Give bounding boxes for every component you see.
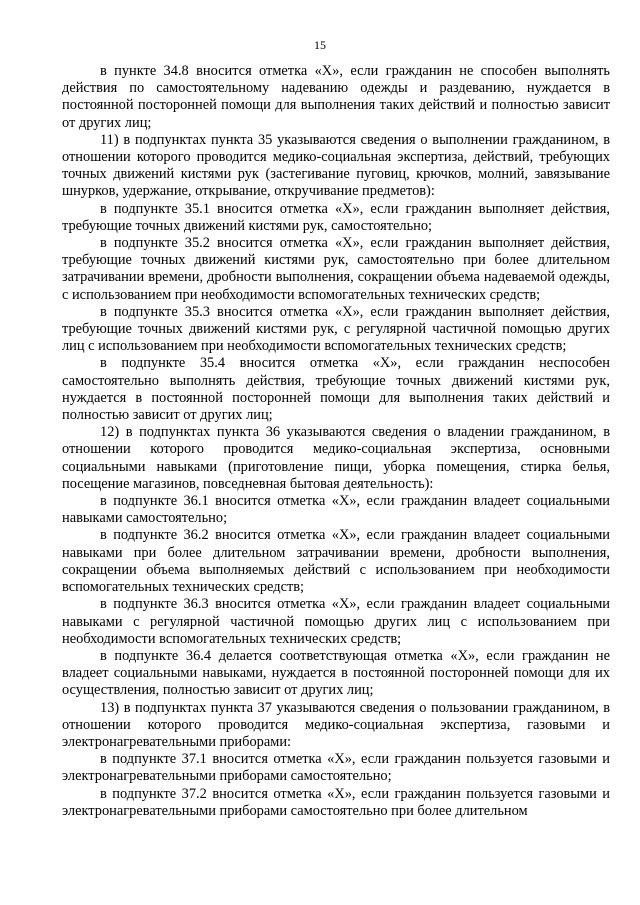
paragraph-37-1: в подпункте 37.1 вносится отметка «Х», если гражданин пользуется газовыми и электронагревательными приборами самостоятельно; [62, 751, 610, 785]
page-number: 15 [314, 38, 326, 52]
paragraph-36-1: в подпункте 36.1 вносится отметка «Х», если гражданин владеет социальными навыками самостоятельно; [62, 493, 610, 527]
paragraph-36-3: в подпункте 36.3 вносится отметка «Х», если гражданин владеет социальными навыками с регулярной частичной помощью других лиц с использованием при необходимости вспомогательных технических средств; [62, 596, 610, 647]
paragraph-35-3: в подпункте 35.3 вносится отметка «Х», если гражданин выполняет действия, требующие точных движений кистями рук, с регулярной частичной помощью других лиц с использованием при необходимости вспомогательных технических средств; [62, 303, 610, 355]
paragraph-item-13: 13) в подпунктах пункта 37 указываются сведения о пользовании гражданином, в отношении которого проводится медико-социальная экспертиза, газовыми и электронагревательными приборами: [62, 699, 610, 750]
paragraph-35-1: в подпункте 35.1 вносится отметка «Х», если гражданин выполняет действия, требующие точных движений кистями рук, самостоятельно; [62, 200, 610, 234]
paragraph-item-11: 11) в подпунктах пункта 35 указываются сведения о выполнении гражданином, в отношении которого проводится медико-социальная экспертиза, действий, требующих точных движений кистями рук (застегивание пуговиц, крючков, молний, завязывание шнурков, удержание, открывание, откручивание предметов): [62, 131, 610, 200]
paragraph-36-4: в подпункте 36.4 делается соответствующая отметка «Х», если гражданин не владеет социальными навыками, нуждается в постоянной посторонней помощи для их осуществления, полностью зависит от других лиц; [62, 647, 610, 699]
document-body [62, 63, 610, 820]
paragraph-34-8: в пункте 34.8 вносится отметка «Х», если гражданин не способен выполнять действия по самостоятельному надеванию одежды и раздеванию, нуждается в постоянной посторонней помощи для выполнения таких действий и полностью зависит от других лиц; [62, 63, 610, 131]
paragraph-35-2: в подпункте 35.2 вносится отметка «Х», если гражданин выполняет действия, требующие точных движений кистями рук, самостоятельно при более длительном затрачивании времени, дробности выполнения, сокращении объема надеваемой одежды, с использованием при необходимости вспомогательных технических средств; [62, 235, 610, 303]
paragraph-35-4: в подпункте 35.4 вносится отметка «Х», если гражданин неспособен самостоятельно выполнять действия, требующие точных движений кистями рук, нуждается в постоянной посторонней помощи для выполнения таких действий и полностью зависит от других лиц; [62, 355, 610, 424]
paragraph-37-2: в подпункте 37.2 вносится отметка «Х», если гражданин пользуется газовыми и электронагревательными приборами самостоятельно при более длительном [62, 785, 610, 819]
paragraph-item-12: 12) в подпунктах пункта 36 указываются сведения о владении гражданином, в отношении которого проводится медико-социальная экспертиза, основными социальными навыками (приготовление пищи, уборка помещения, стирка белья, посещение магазинов, повседневная бытовая деятельность): [62, 424, 610, 492]
paragraph-36-2: в подпункте 36.2 вносится отметка «Х», если гражданин владеет социальными навыками при более длительном затрачивании времени, дробности выполнения, сокращении объема выполняемых действий с использованием при необходимости вспомогательных технических средств; [62, 527, 610, 596]
